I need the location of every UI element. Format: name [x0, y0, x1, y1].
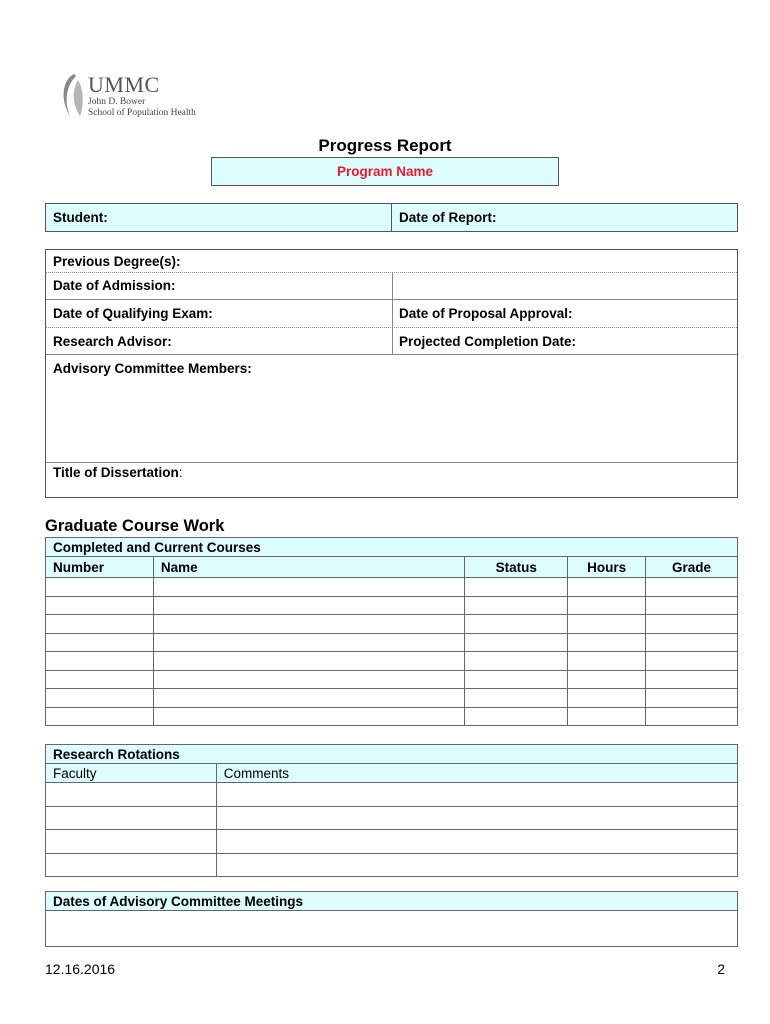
cell-status[interactable] [465, 615, 568, 634]
cell-number[interactable] [46, 633, 154, 652]
cell-name[interactable] [153, 652, 464, 671]
cell-comments[interactable] [216, 853, 737, 877]
table-row [46, 596, 738, 615]
cell-number[interactable] [46, 689, 154, 708]
table-row [46, 578, 738, 597]
table-row [46, 707, 738, 726]
date-of-admission-label: Date of Admission: [53, 278, 176, 293]
cell-grade[interactable] [646, 670, 738, 689]
divider [46, 462, 737, 463]
table-row [46, 670, 738, 689]
cell-status[interactable] [465, 578, 568, 597]
cell-name[interactable] [153, 689, 464, 708]
cell-number[interactable] [46, 652, 154, 671]
column-header-comments: Comments [216, 764, 737, 783]
cell-status[interactable] [465, 633, 568, 652]
cell-hours[interactable] [568, 596, 646, 615]
cell-hours[interactable] [568, 578, 646, 597]
page-number: 2 [717, 961, 725, 977]
cell-number[interactable] [46, 615, 154, 634]
cell-grade[interactable] [646, 689, 738, 708]
cell-status[interactable] [465, 707, 568, 726]
cell-faculty[interactable] [46, 806, 217, 830]
table-row [46, 853, 738, 877]
cell-grade[interactable] [646, 633, 738, 652]
cell-name[interactable] [153, 596, 464, 615]
logo-wordmark: UMMC [88, 72, 160, 97]
table-row [46, 830, 738, 854]
logo-line-2: John D. Bower [88, 97, 146, 107]
table-row [46, 615, 738, 634]
rotations-header-row [46, 764, 738, 783]
advisory-meetings-caption: Dates of Advisory Committee Meetings [46, 892, 738, 911]
cell-faculty[interactable] [46, 830, 217, 854]
research-rotations-caption: Research Rotations [46, 745, 738, 764]
date-of-proposal-approval-label: Date of Proposal Approval: [399, 306, 573, 321]
cell-number[interactable] [46, 596, 154, 615]
cell-grade[interactable] [646, 596, 738, 615]
table-row [46, 689, 738, 708]
program-name-field[interactable]: Program Name [211, 157, 559, 186]
research-advisor-label: Research Advisor: [53, 334, 172, 349]
cell-faculty[interactable] [46, 783, 217, 807]
cell-hours[interactable] [568, 707, 646, 726]
advisory-meetings-field[interactable] [46, 911, 738, 947]
student-field[interactable]: Student: [46, 204, 392, 231]
table-row [46, 783, 738, 807]
table-row [46, 652, 738, 671]
logo-line-3: School of Population Health [88, 108, 196, 118]
cell-name[interactable] [153, 615, 464, 634]
cell-name[interactable] [153, 670, 464, 689]
title-of-dissertation-label: Title of Dissertation: [53, 465, 183, 480]
ummc-logo [58, 70, 198, 122]
divider [46, 327, 737, 328]
graduate-course-work-heading: Graduate Course Work [45, 517, 225, 535]
column-header-name: Name [153, 557, 464, 578]
cell-comments[interactable] [216, 830, 737, 854]
cell-number[interactable] [46, 670, 154, 689]
table-row [46, 633, 738, 652]
courses-table [45, 537, 738, 726]
previous-degrees-label: Previous Degree(s): [53, 254, 181, 269]
student-bar [45, 203, 738, 232]
student-info-box [45, 249, 738, 498]
divider [46, 299, 737, 300]
projected-completion-date-label: Projected Completion Date: [399, 334, 577, 349]
cell-status[interactable] [465, 596, 568, 615]
column-header-grade: Grade [646, 557, 738, 578]
research-rotations-table [45, 744, 738, 877]
cell-name[interactable] [153, 707, 464, 726]
cell-hours[interactable] [568, 615, 646, 634]
cell-grade[interactable] [646, 615, 738, 634]
page-title: Progress Report [318, 136, 452, 155]
cell-comments[interactable] [216, 806, 737, 830]
cell-comments[interactable] [216, 783, 737, 807]
advisory-committee-members-label: Advisory Committee Members: [53, 361, 252, 376]
column-divider [392, 272, 393, 354]
footer-date: 12.16.2016 [45, 961, 116, 977]
column-header-hours: Hours [568, 557, 646, 578]
cell-hours[interactable] [568, 652, 646, 671]
column-header-faculty: Faculty [46, 764, 217, 783]
cell-hours[interactable] [568, 633, 646, 652]
cell-grade[interactable] [646, 578, 738, 597]
cell-number[interactable] [46, 707, 154, 726]
cell-status[interactable] [465, 670, 568, 689]
ummc-swirl-icon [58, 70, 86, 122]
date-of-qualifying-exam-label: Date of Qualifying Exam: [53, 306, 213, 321]
advisory-meetings-table [45, 891, 738, 947]
cell-hours[interactable] [568, 689, 646, 708]
column-header-number: Number [46, 557, 154, 578]
cell-hours[interactable] [568, 670, 646, 689]
cell-name[interactable] [153, 578, 464, 597]
table-row [46, 806, 738, 830]
cell-grade[interactable] [646, 707, 738, 726]
cell-faculty[interactable] [46, 853, 217, 877]
divider [46, 354, 737, 355]
cell-number[interactable] [46, 578, 154, 597]
cell-status[interactable] [465, 689, 568, 708]
column-header-status: Status [465, 557, 568, 578]
cell-name[interactable] [153, 633, 464, 652]
courses-header-row [46, 557, 738, 578]
date-of-report-field[interactable]: Date of Report: [399, 210, 497, 225]
cell-status[interactable] [465, 652, 568, 671]
cell-grade[interactable] [646, 652, 738, 671]
courses-caption: Completed and Current Courses [46, 538, 738, 557]
